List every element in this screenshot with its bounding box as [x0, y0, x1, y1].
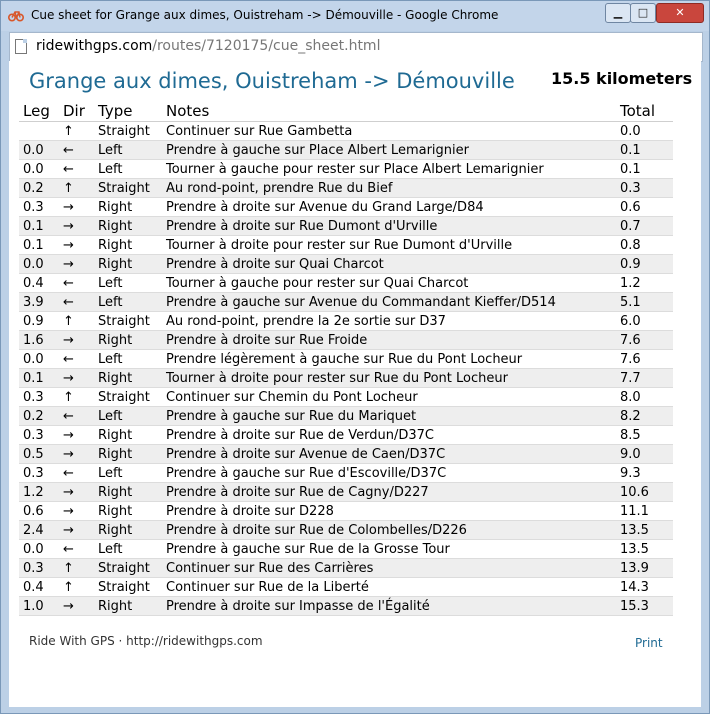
cell-notes: Prendre légèrement à gauche sur Rue du Pont Locheur	[162, 350, 616, 369]
title-bar[interactable]	[1, 1, 709, 31]
cell-total: 7.6	[616, 350, 673, 369]
cell-leg: 0.5	[19, 445, 59, 464]
cell-notes: Prendre à gauche sur Rue du Mariquet	[162, 407, 616, 426]
header-dir: Dir	[59, 101, 94, 122]
cell-type: Right	[94, 445, 162, 464]
cell-dir: →	[59, 502, 94, 521]
cell-type: Right	[94, 502, 162, 521]
cue-sheet-body	[19, 122, 673, 616]
cell-notes: Prendre à gauche sur Rue d'Escoville/D37C	[162, 464, 616, 483]
url-text[interactable]	[36, 38, 380, 54]
cell-notes: Au rond-point, prendre la 2e sortie sur D37	[162, 312, 616, 331]
cell-notes: Prendre à droite sur Rue de Cagny/D227	[162, 483, 616, 502]
cell-leg: 0.1	[19, 217, 59, 236]
route-distance: 15.5 kilometers	[551, 69, 693, 88]
cell-notes: Prendre à droite sur Rue Froide	[162, 331, 616, 350]
print-link[interactable]: Print	[635, 636, 663, 650]
cell-total: 14.3	[616, 578, 673, 597]
cell-total: 5.1	[616, 293, 673, 312]
cell-notes: Tourner à droite pour rester sur Rue Dumont d'Urville	[162, 236, 616, 255]
cell-notes: Prendre à droite sur Rue de Verdun/D37C	[162, 426, 616, 445]
cell-total: 10.6	[616, 483, 673, 502]
cell-leg	[19, 122, 59, 141]
cell-type: Left	[94, 407, 162, 426]
table-row	[19, 502, 673, 521]
cell-total: 8.5	[616, 426, 673, 445]
cell-total: 0.9	[616, 255, 673, 274]
table-row	[19, 179, 673, 198]
cell-leg: 1.2	[19, 483, 59, 502]
cell-notes: Tourner à droite pour rester sur Rue du Pont Locheur	[162, 369, 616, 388]
page-icon	[15, 39, 27, 54]
cell-dir: ←	[59, 350, 94, 369]
cell-total: 9.0	[616, 445, 673, 464]
table-row	[19, 369, 673, 388]
cell-dir: →	[59, 331, 94, 350]
table-row	[19, 559, 673, 578]
footer-text: Ride With GPS · http://ridewithgps.com	[29, 634, 263, 648]
cell-total: 0.3	[616, 179, 673, 198]
table-row	[19, 483, 673, 502]
url-host: ridewithgps.com	[36, 38, 153, 54]
cell-total: 0.1	[616, 160, 673, 179]
cell-dir: →	[59, 597, 94, 616]
cell-total: 15.3	[616, 597, 673, 616]
cell-dir: →	[59, 369, 94, 388]
cell-dir: ↑	[59, 122, 94, 141]
cell-leg: 3.9	[19, 293, 59, 312]
cell-notes: Prendre à droite sur Rue de Colombelles/D226	[162, 521, 616, 540]
cell-type: Left	[94, 540, 162, 559]
cell-notes: Prendre à droite sur Avenue de Caen/D37C	[162, 445, 616, 464]
header-total: Total	[616, 101, 673, 122]
cell-total: 13.9	[616, 559, 673, 578]
cell-notes: Au rond-point, prendre Rue du Bief	[162, 179, 616, 198]
cell-total: 8.0	[616, 388, 673, 407]
minimize-button[interactable]	[605, 3, 631, 23]
cell-type: Right	[94, 483, 162, 502]
cell-total: 0.6	[616, 198, 673, 217]
cell-total: 7.6	[616, 331, 673, 350]
table-row	[19, 217, 673, 236]
cell-dir: →	[59, 198, 94, 217]
cell-dir: ←	[59, 540, 94, 559]
table-row	[19, 141, 673, 160]
cell-total: 8.2	[616, 407, 673, 426]
cell-type: Left	[94, 464, 162, 483]
table-row	[19, 407, 673, 426]
cell-type: Left	[94, 274, 162, 293]
maximize-button[interactable]	[630, 3, 656, 23]
cell-type: Right	[94, 198, 162, 217]
header-leg: Leg	[19, 101, 59, 122]
table-row	[19, 521, 673, 540]
cell-type: Right	[94, 521, 162, 540]
cell-dir: ↑	[59, 578, 94, 597]
table-row	[19, 122, 673, 141]
table-row	[19, 331, 673, 350]
route-title: Grange aux dimes, Ouistreham -> Démouville	[29, 69, 515, 93]
cell-leg: 0.1	[19, 236, 59, 255]
table-row	[19, 312, 673, 331]
cell-notes: Prendre à droite sur Impasse de l'Égalité	[162, 597, 616, 616]
cell-leg: 0.2	[19, 179, 59, 198]
cell-total: 0.1	[616, 141, 673, 160]
cell-notes: Prendre à droite sur Avenue du Grand Large/D84	[162, 198, 616, 217]
cell-total: 9.3	[616, 464, 673, 483]
cell-type: Straight	[94, 122, 162, 141]
cell-leg: 0.2	[19, 407, 59, 426]
close-button[interactable]	[656, 3, 704, 23]
cell-type: Right	[94, 426, 162, 445]
cell-total: 13.5	[616, 540, 673, 559]
cell-type: Straight	[94, 388, 162, 407]
table-row	[19, 426, 673, 445]
cell-leg: 1.0	[19, 597, 59, 616]
cell-total: 0.8	[616, 236, 673, 255]
cell-leg: 0.3	[19, 464, 59, 483]
cell-total: 0.7	[616, 217, 673, 236]
header-notes: Notes	[162, 101, 616, 122]
cell-leg: 0.1	[19, 369, 59, 388]
cell-leg: 0.3	[19, 426, 59, 445]
cell-leg: 0.4	[19, 578, 59, 597]
cell-leg: 0.9	[19, 312, 59, 331]
cell-type: Right	[94, 236, 162, 255]
cell-dir: →	[59, 521, 94, 540]
table-row	[19, 597, 673, 616]
minimize-icon: ▁	[613, 6, 623, 19]
cell-type: Straight	[94, 578, 162, 597]
cell-leg: 0.3	[19, 559, 59, 578]
cell-type: Right	[94, 217, 162, 236]
cell-type: Left	[94, 350, 162, 369]
cell-leg: 0.0	[19, 350, 59, 369]
cell-dir: →	[59, 426, 94, 445]
cell-dir: ←	[59, 464, 94, 483]
table-row	[19, 274, 673, 293]
cell-type: Straight	[94, 559, 162, 578]
cell-leg: 0.0	[19, 255, 59, 274]
cell-notes: Continuer sur Rue Gambetta	[162, 122, 616, 141]
header-type: Type	[94, 101, 162, 122]
table-row	[19, 388, 673, 407]
maximize-icon: □	[637, 6, 649, 19]
cell-leg: 0.0	[19, 540, 59, 559]
cell-leg: 0.0	[19, 141, 59, 160]
table-row	[19, 464, 673, 483]
cell-total: 11.1	[616, 502, 673, 521]
cell-dir: →	[59, 236, 94, 255]
cell-leg: 0.0	[19, 160, 59, 179]
cycling-icon	[8, 8, 24, 22]
page-content	[9, 61, 701, 707]
cell-notes: Continuer sur Chemin du Pont Locheur	[162, 388, 616, 407]
address-bar[interactable]	[9, 32, 703, 62]
cell-type: Left	[94, 141, 162, 160]
table-row	[19, 540, 673, 559]
table-row	[19, 578, 673, 597]
table-row	[19, 255, 673, 274]
cell-dir: ←	[59, 141, 94, 160]
cell-dir: ↑	[59, 312, 94, 331]
cell-total: 0.0	[616, 122, 673, 141]
cell-dir: ←	[59, 407, 94, 426]
cell-notes: Prendre à gauche sur Avenue du Commandant Kieffer/D514	[162, 293, 616, 312]
cell-dir: ←	[59, 293, 94, 312]
cell-total: 6.0	[616, 312, 673, 331]
cell-notes: Continuer sur Rue des Carrières	[162, 559, 616, 578]
cell-notes: Prendre à droite sur Rue Dumont d'Urville	[162, 217, 616, 236]
cell-type: Right	[94, 597, 162, 616]
cell-leg: 0.3	[19, 388, 59, 407]
cell-type: Left	[94, 160, 162, 179]
cell-total: 13.5	[616, 521, 673, 540]
cell-type: Straight	[94, 312, 162, 331]
table-row	[19, 445, 673, 464]
close-icon: ✕	[675, 6, 685, 19]
cell-leg: 1.6	[19, 331, 59, 350]
cell-notes: Continuer sur Rue de la Liberté	[162, 578, 616, 597]
cell-dir: ←	[59, 274, 94, 293]
cell-notes: Prendre à gauche sur Rue de la Grosse Tour	[162, 540, 616, 559]
cell-notes: Prendre à droite sur D228	[162, 502, 616, 521]
cell-dir: ↑	[59, 388, 94, 407]
cell-dir: →	[59, 445, 94, 464]
table-row	[19, 236, 673, 255]
cue-sheet-table	[19, 101, 673, 616]
table-row	[19, 198, 673, 217]
cell-dir: →	[59, 483, 94, 502]
cell-type: Straight	[94, 179, 162, 198]
cell-dir: →	[59, 255, 94, 274]
cell-notes: Prendre à gauche sur Place Albert Lemarignier	[162, 141, 616, 160]
cell-dir: →	[59, 217, 94, 236]
cell-leg: 0.3	[19, 198, 59, 217]
cell-total: 7.7	[616, 369, 673, 388]
table-row	[19, 160, 673, 179]
url-path: /routes/7120175/cue_sheet.html	[152, 38, 381, 54]
cell-dir: ↑	[59, 559, 94, 578]
cell-leg: 2.4	[19, 521, 59, 540]
cell-dir: ←	[59, 160, 94, 179]
cell-dir: ↑	[59, 179, 94, 198]
cell-notes: Prendre à droite sur Quai Charcot	[162, 255, 616, 274]
cell-notes: Tourner à gauche pour rester sur Quai Charcot	[162, 274, 616, 293]
window-title: Cue sheet for Grange aux dimes, Ouistreham -> Démouville - Google Chrome	[31, 8, 499, 22]
cell-type: Right	[94, 331, 162, 350]
table-header-row	[19, 101, 673, 122]
table-row	[19, 350, 673, 369]
table-row	[19, 293, 673, 312]
cell-type: Left	[94, 293, 162, 312]
cell-leg: 0.4	[19, 274, 59, 293]
cell-type: Right	[94, 369, 162, 388]
cell-type: Right	[94, 255, 162, 274]
cell-leg: 0.6	[19, 502, 59, 521]
cell-total: 1.2	[616, 274, 673, 293]
cell-notes: Tourner à gauche pour rester sur Place Albert Lemarignier	[162, 160, 616, 179]
